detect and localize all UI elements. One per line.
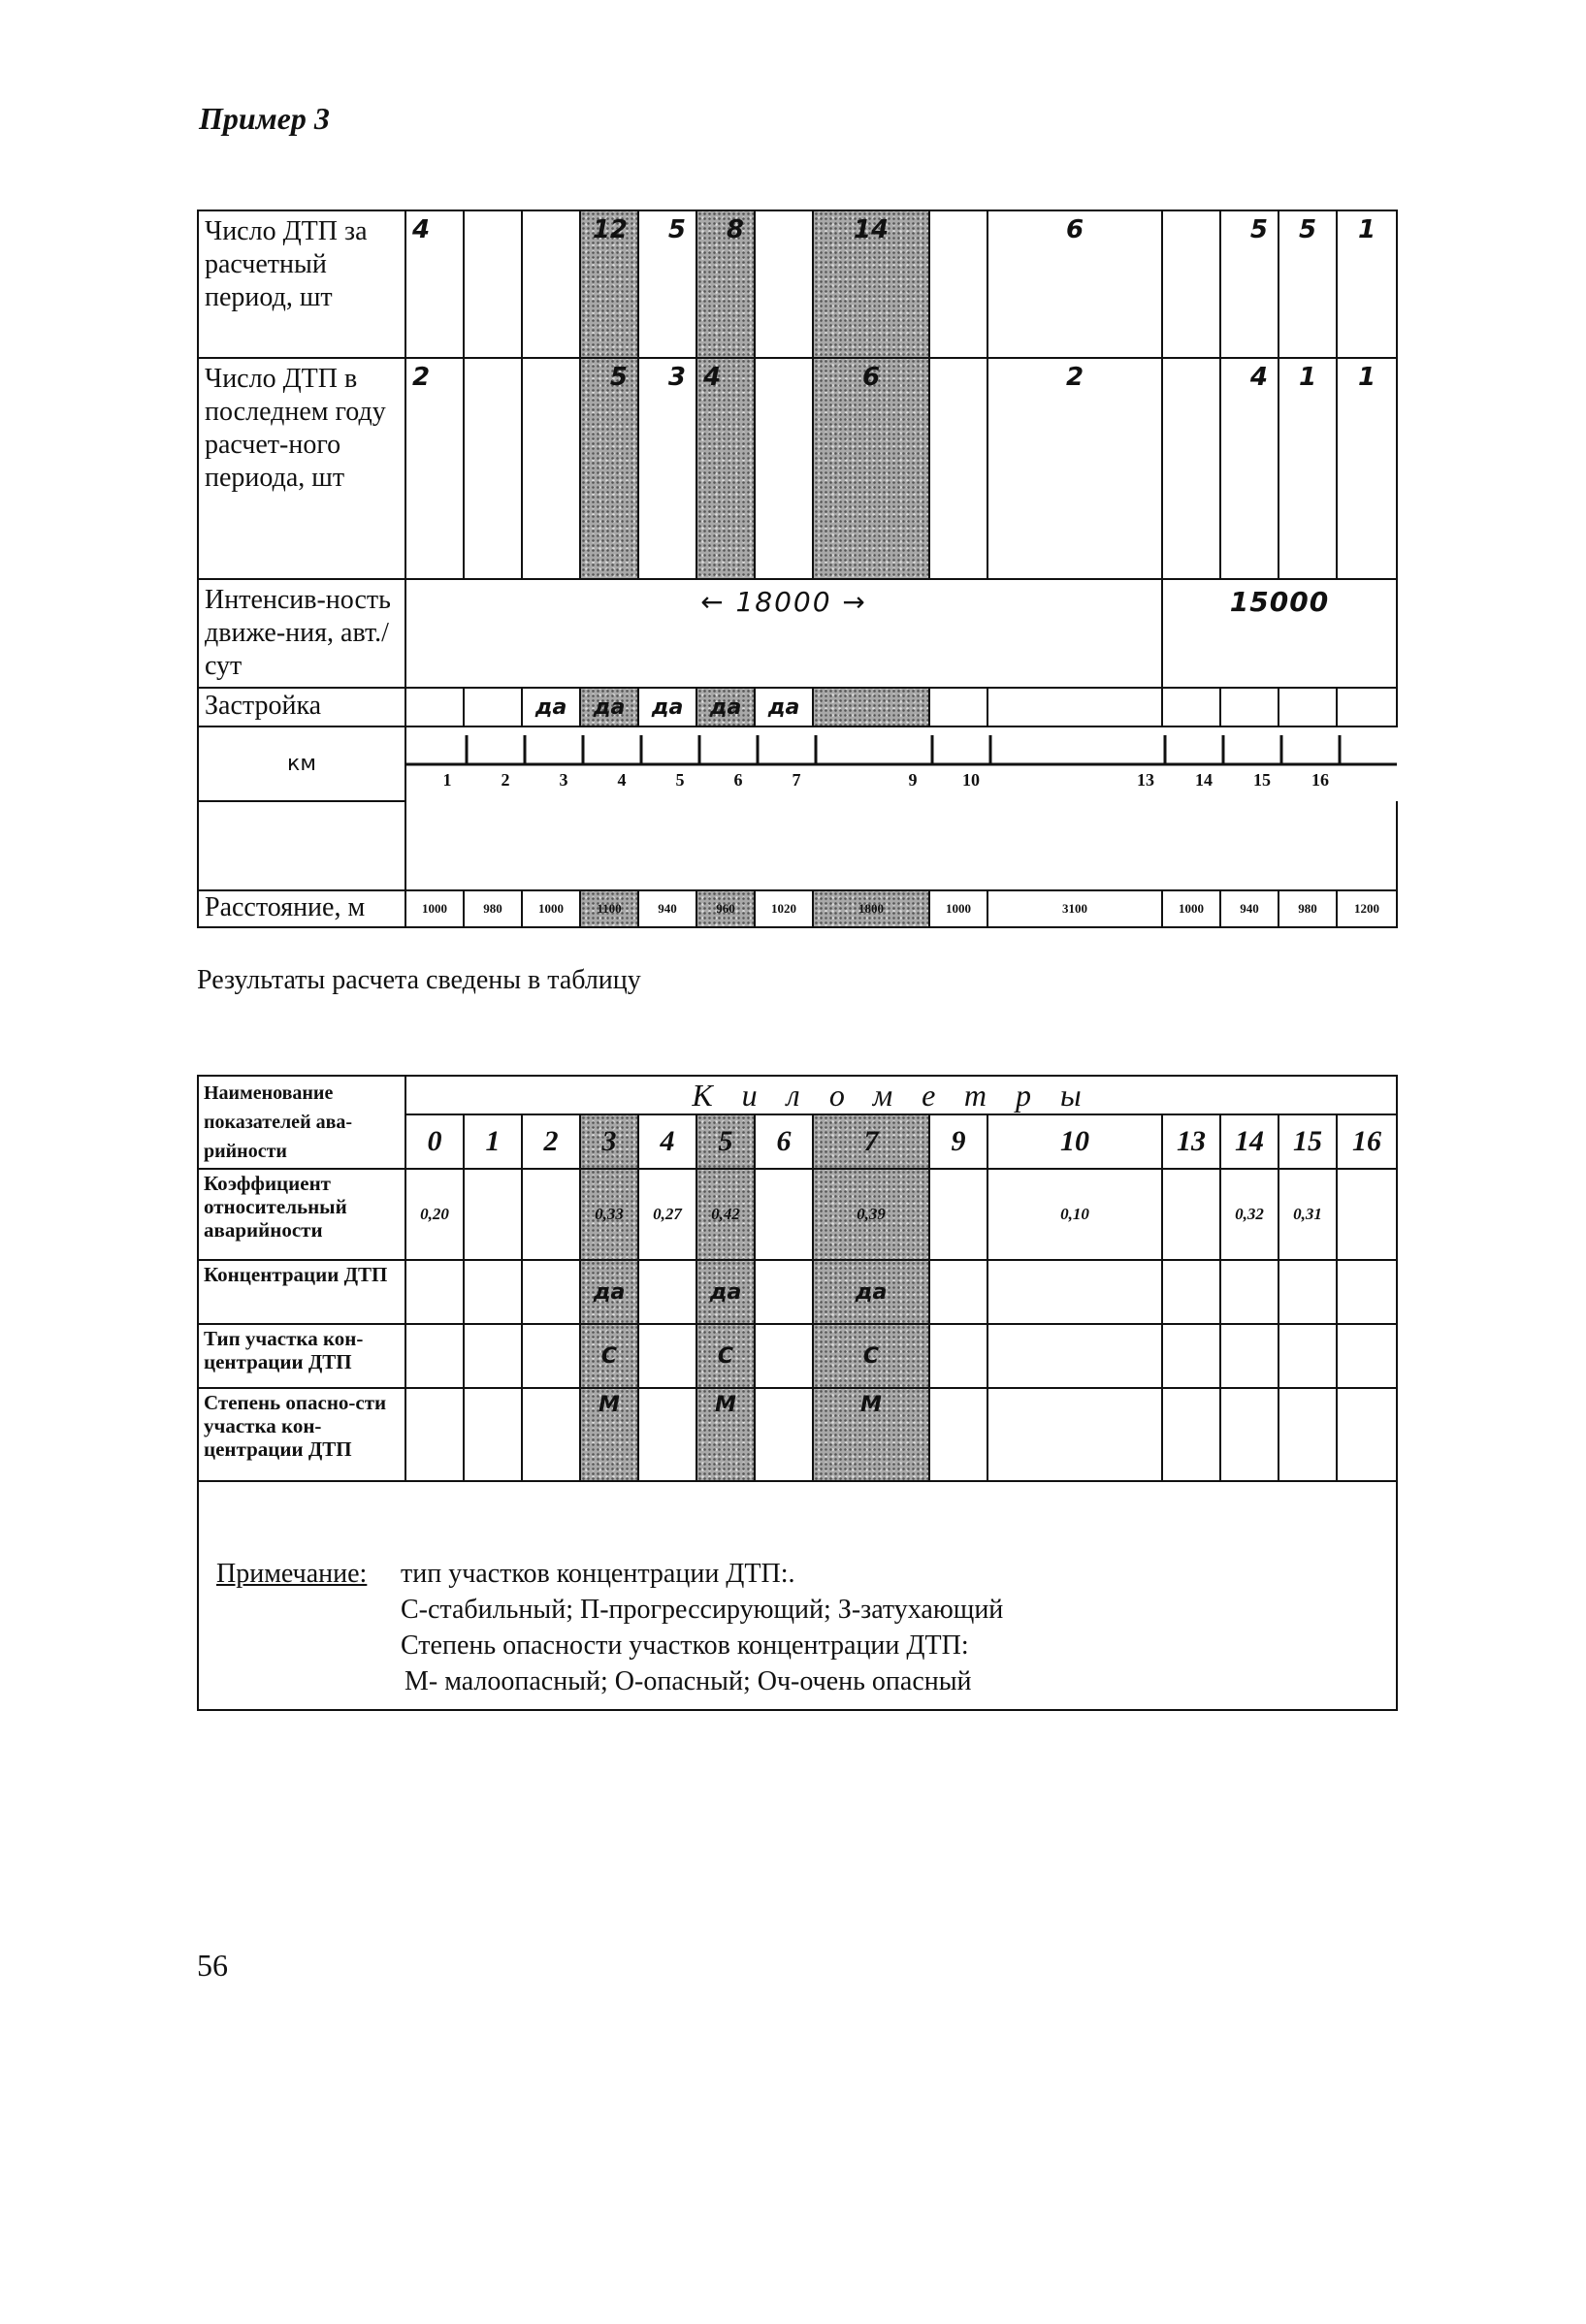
cell — [522, 1388, 580, 1481]
cell — [1279, 1388, 1337, 1481]
cell-concentration: 0,33 — [580, 1169, 638, 1260]
row-distance — [198, 890, 1397, 927]
cell — [638, 1260, 696, 1324]
spacer-cell — [405, 801, 1397, 890]
cell-concentration: да — [580, 688, 638, 726]
cell: 980 — [464, 890, 522, 927]
cell — [1162, 358, 1220, 579]
note-row — [198, 1481, 1397, 1710]
cell — [1162, 1388, 1220, 1481]
accident-data-table — [197, 210, 1398, 928]
cell — [464, 210, 522, 358]
cell: да — [522, 688, 580, 726]
cell: 1020 — [755, 890, 813, 927]
cell: 940 — [1220, 890, 1279, 927]
row-km-spacer — [198, 801, 1397, 890]
results-table — [197, 1075, 1398, 1711]
cell — [1162, 688, 1220, 726]
cell — [1220, 688, 1279, 726]
row-label: Число ДТП в последнем году расчет-ного периода, шт — [198, 358, 405, 579]
km-label: 15 — [1253, 770, 1271, 790]
cell — [1220, 1324, 1279, 1388]
note-line: тип участков концентрации ДТП:. — [401, 1559, 795, 1589]
cell — [1162, 1260, 1220, 1324]
cell-concentration: С — [696, 1324, 755, 1388]
cell — [405, 1388, 464, 1481]
row-label: Концентрации ДТП — [198, 1260, 405, 1324]
row-concentration — [198, 1260, 1397, 1324]
cell-concentration: да — [580, 1260, 638, 1324]
cell: 1000 — [522, 890, 580, 927]
cell: 1000 — [405, 890, 464, 927]
cell — [1162, 1324, 1220, 1388]
km-label: 14 — [1195, 770, 1213, 790]
example-title: Пример 3 — [199, 101, 330, 136]
cell — [929, 1388, 987, 1481]
km-label: 10 — [962, 770, 980, 790]
spacer-cell — [198, 801, 405, 890]
cell — [638, 1388, 696, 1481]
row-label: км — [198, 726, 405, 801]
row-type — [198, 1324, 1397, 1388]
km-number: 6 — [755, 1114, 813, 1169]
cell — [1279, 688, 1337, 726]
km-label: 13 — [1137, 770, 1154, 790]
row-coefficient — [198, 1169, 1397, 1260]
cell: 5 — [1220, 210, 1279, 358]
header-label: Наименование показателей ава-рийности — [198, 1076, 405, 1169]
row-buildings — [198, 688, 1397, 726]
cell: 0,20 — [405, 1169, 464, 1260]
cell — [929, 688, 987, 726]
cell-concentration: 4 — [696, 358, 755, 579]
km-number: 10 — [987, 1114, 1162, 1169]
cell — [1220, 1388, 1279, 1481]
cell — [1162, 1169, 1220, 1260]
cell-concentration: М — [580, 1388, 638, 1481]
km-number: 9 — [929, 1114, 987, 1169]
row-label: Степень опасно-сти участка кон-центрации ДТП — [198, 1388, 405, 1481]
note-line: С-стабильный; П-прогрессирующий; З-затухающий — [401, 1595, 1004, 1625]
cell-concentration: 0,42 — [696, 1169, 755, 1260]
row-label: Тип участка кон-центрации ДТП — [198, 1324, 405, 1388]
cell — [987, 1388, 1162, 1481]
cell — [522, 1324, 580, 1388]
cell: 0,32 — [1220, 1169, 1279, 1260]
cell — [755, 1324, 813, 1388]
cell — [929, 358, 987, 579]
km-axis-lines — [406, 727, 1397, 801]
km-number: 13 — [1162, 1114, 1220, 1169]
cell-concentration: 1800 — [813, 890, 929, 927]
cell — [405, 1260, 464, 1324]
km-label: 6 — [733, 770, 743, 790]
cell: да — [755, 688, 813, 726]
row-dtp-total — [198, 210, 1397, 358]
cell: да — [638, 688, 696, 726]
cell: 3 — [638, 358, 696, 579]
km-label: 3 — [559, 770, 568, 790]
cell — [1279, 1260, 1337, 1324]
cell — [522, 1169, 580, 1260]
cell — [464, 688, 522, 726]
cell — [929, 210, 987, 358]
cell: 5 — [638, 210, 696, 358]
cell — [522, 358, 580, 579]
km-label: 7 — [792, 770, 801, 790]
cell-concentration: С — [580, 1324, 638, 1388]
cell — [464, 1260, 522, 1324]
cell-concentration: С — [813, 1324, 929, 1388]
cell — [464, 1169, 522, 1260]
cell: 0,10 — [987, 1169, 1162, 1260]
cell-concentration: 0,39 — [813, 1169, 929, 1260]
row-label: Число ДТП за расчетный период, шт — [198, 210, 405, 358]
cell-concentration: 960 — [696, 890, 755, 927]
cell — [638, 1324, 696, 1388]
cell: 980 — [1279, 890, 1337, 927]
cell — [464, 1324, 522, 1388]
km-number: 2 — [522, 1114, 580, 1169]
km-number: 16 — [1337, 1114, 1397, 1169]
note-line: М- малоопасный; О-опасный; Оч-очень опасный — [405, 1666, 972, 1696]
cell-concentration: М — [696, 1388, 755, 1481]
cell-concentration: 8 — [696, 210, 755, 358]
cell: 940 — [638, 890, 696, 927]
row-km-header — [198, 726, 1397, 801]
cell — [755, 1260, 813, 1324]
cell: 1 — [1279, 358, 1337, 579]
cell — [929, 1324, 987, 1388]
cell: 5 — [1279, 210, 1337, 358]
cell — [1220, 1260, 1279, 1324]
km-label: 16 — [1311, 770, 1329, 790]
km-number: 5 — [696, 1114, 755, 1169]
cell: 1 — [1337, 358, 1397, 579]
cell: 3100 — [987, 890, 1162, 927]
header-row — [198, 1076, 1397, 1114]
cell — [1337, 1169, 1397, 1260]
km-heading: Километры — [405, 1076, 1397, 1114]
cell — [987, 1324, 1162, 1388]
km-number: 0 — [405, 1114, 464, 1169]
row-dtp-last-year — [198, 358, 1397, 579]
cell: 1000 — [1162, 890, 1220, 927]
cell-concentration: 6 — [813, 358, 929, 579]
cell: 2 — [405, 358, 464, 579]
cell-concentration: М — [813, 1388, 929, 1481]
cell — [1337, 1324, 1397, 1388]
cell — [755, 210, 813, 358]
cell-concentration: да — [813, 1260, 929, 1324]
cell-concentration: да — [696, 688, 755, 726]
cell — [755, 1388, 813, 1481]
row-intensity — [198, 579, 1397, 688]
km-number: 15 — [1279, 1114, 1337, 1169]
cell-concentration — [813, 688, 929, 726]
cell — [464, 358, 522, 579]
row-label: Коэффициент относительный аварийности — [198, 1169, 405, 1260]
page-number: 56 — [197, 1948, 228, 1983]
cell: 1200 — [1337, 890, 1397, 927]
cell — [464, 1388, 522, 1481]
cell: 2 — [987, 358, 1162, 579]
km-number: 1 — [464, 1114, 522, 1169]
km-number: 4 — [638, 1114, 696, 1169]
cell: 1 — [1337, 210, 1397, 358]
cell: 4 — [405, 210, 464, 358]
km-label: 9 — [908, 770, 918, 790]
intensity-value-b: 15000 — [1162, 579, 1397, 688]
intensity-value-a: ← 18000 → — [405, 579, 1162, 688]
km-label: 2 — [501, 770, 510, 790]
km-number: 3 — [580, 1114, 638, 1169]
row-danger — [198, 1388, 1397, 1481]
km-label: 5 — [675, 770, 685, 790]
cell: 0,27 — [638, 1169, 696, 1260]
cell-concentration: да — [696, 1260, 755, 1324]
cell: 6 — [987, 210, 1162, 358]
note-heading: Примечание: — [216, 1559, 368, 1589]
cell-concentration: 14 — [813, 210, 929, 358]
results-caption: Результаты расчета сведены в таблицу — [197, 965, 641, 995]
cell — [987, 688, 1162, 726]
km-label: 1 — [442, 770, 452, 790]
row-label: Расстояние, м — [198, 890, 405, 927]
cell — [755, 358, 813, 579]
cell — [405, 688, 464, 726]
row-label: Застройка — [198, 688, 405, 726]
km-number: 14 — [1220, 1114, 1279, 1169]
note-line: Степень опасности участков концентрации ДТП: — [401, 1630, 969, 1661]
cell — [929, 1260, 987, 1324]
cell — [522, 210, 580, 358]
cell: 4 — [1220, 358, 1279, 579]
cell: 1000 — [929, 890, 987, 927]
cell — [755, 1169, 813, 1260]
cell — [1337, 1388, 1397, 1481]
cell — [1337, 688, 1397, 726]
cell — [1162, 210, 1220, 358]
km-axis — [405, 726, 1397, 801]
cell — [1279, 1324, 1337, 1388]
cell-concentration: 5 — [580, 358, 638, 579]
cell-concentration: 1100 — [580, 890, 638, 927]
cell — [987, 1260, 1162, 1324]
cell — [522, 1260, 580, 1324]
km-number: 7 — [813, 1114, 929, 1169]
row-label: Интенсив-ность движе-ния, авт./сут — [198, 579, 405, 688]
cell: 0,31 — [1279, 1169, 1337, 1260]
cell-concentration: 12 — [580, 210, 638, 358]
km-label: 4 — [617, 770, 627, 790]
cell — [929, 1169, 987, 1260]
cell — [1337, 1260, 1397, 1324]
cell — [405, 1324, 464, 1388]
note-cell — [198, 1481, 1397, 1710]
